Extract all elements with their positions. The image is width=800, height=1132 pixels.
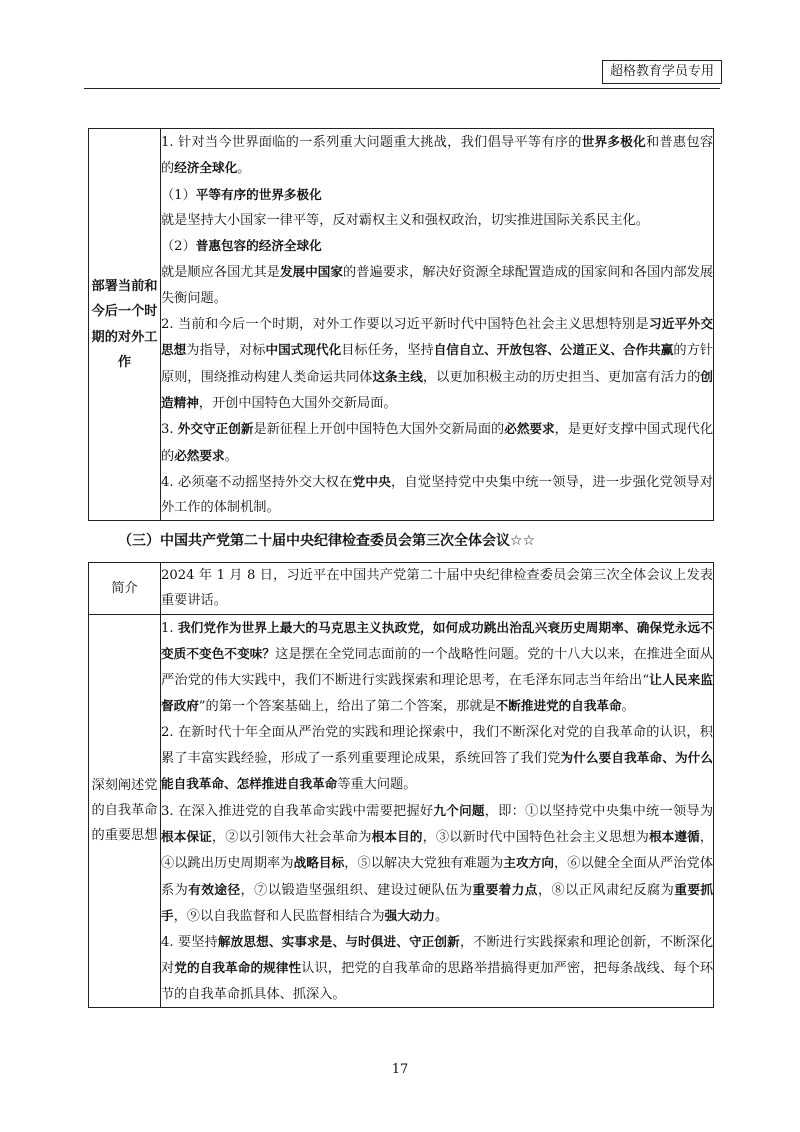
foreign-work-content [161,129,714,521]
body-text: ，④以跳出历史周期率为 [161,829,714,872]
body-text: 和普惠包容的 [161,135,714,177]
bold-text: 经济全球化 [174,160,238,176]
paragraph [161,311,713,416]
body-text: 。 [237,161,251,177]
body-text: ，不断进行实践探索和理论创新，不断深化对 [161,935,714,977]
bold-text: 强大动力 [384,907,435,923]
paragraph [161,798,713,929]
bold-text: 党的自我革命的规律性 [174,960,302,976]
cdic-table [88,562,714,1008]
body-text: 就是顺应各国尤其是 [161,265,280,281]
bold-text: 我们党作为世界上最大的马克思主义执政党，如何成功跳出治乱兴衰历史周期率、确保党永远不变质不变色不变味？ [161,619,714,661]
body-text: 的方针原则，围绕推动构建人类命运共同体 [161,343,714,385]
body-text: 2. 在新时代十年全面从严治党的实践和理论探索中，我们不断深化对党的自我革命的认识，积累了丰富实践经验，形成了一系列重要理论成果，系统回答了我们党 [161,724,713,767]
bold-text: 必然要求 [174,447,225,463]
bold-text: 为什么要自我革命、为什么能自我革命、怎样推进自我革命 [161,750,714,792]
body-text: 。 [621,699,635,715]
body-text: 。 [434,908,449,924]
body-text: ，③以新时代中国特色社会主义思想为 [422,829,649,845]
bold-text: 根本保证 [161,828,212,844]
paragraph [161,129,713,182]
bold-text: 外交守正创新 [177,421,254,437]
self-revolution-label: 深刻阐述党的自我革命的重要思想 [89,614,161,1007]
body-text: ，②以引领伟大社会革命为 [211,829,372,845]
body-text: 4. 必须毫不动摇坚持外交大权在 [161,474,353,490]
paragraph [161,469,713,521]
bold-text: 解放思想、实事求是、与时俱进、守正创新 [217,934,460,950]
self-revolution-content [161,614,714,1007]
bold-text: 战略目标 [293,855,345,871]
body-text: ，⑦以锻造坚强组织、建设过硬队伍为 [240,882,473,898]
body-text: ，自觉坚持党中央集中统一领导，进一步强化党领导对外工作的体制机制。 [161,474,714,516]
bold-text: 平等有序的世界多极化 [195,186,322,202]
body-text: 1. 针对当今世界面临的一系列重大问题重大挑战，我们倡导平等有序的 [161,135,582,150]
foreign-work-label: 部署当前和今后一个时期的对外工作 [89,129,161,521]
body-text: ，⑤以解决大党独有难题为 [344,856,504,872]
paragraph [161,208,713,233]
intro-text: 2024 年 1 月 8 日，习近平在中国共产党第二十届中央纪律检查委员会第三次全体会议上发表重要讲话。 [161,563,714,615]
foreign-work-paragraphs [161,129,713,520]
bold-text: 创造精神 [161,368,714,410]
bold-text: 必然要求 [504,421,555,437]
body-text: 目标任务，坚持 [341,343,434,359]
header-divider [84,88,720,89]
bold-text: 中国式现代化 [265,342,342,358]
body-text: 就是坚持大小国家一律平等，反对霸权主义和强权政治，切实推进国际关系民主化。 [161,212,649,228]
bold-text: 根本目的 [371,828,423,844]
body-text: ，⑧以正风肃纪反腐为 [537,882,675,898]
bold-text: 有效途径 [188,881,241,897]
body-text: 为指导，对标 [186,343,266,359]
body-text: ，⑥以健全全面从严治党体系为 [161,856,714,898]
bold-text: 主攻方向 [503,855,554,871]
paragraph [161,182,713,208]
paragraph [161,416,713,469]
bold-text: 不断推进党的自我革命 [495,698,622,714]
bold-text: 自信自立、开放包容、公道正义、合作共赢 [433,342,674,358]
paragraph [161,233,713,259]
body-text: 3. 在深入推进党的自我革命实践中需要把握好 [161,803,434,819]
body-text: ，⑨以自我监督和人民监督相结合为 [173,908,385,924]
paragraph [161,720,713,798]
paragraph [161,929,713,1007]
body-text: 等重大问题。 [337,777,417,793]
bold-text: 普惠包容的经济全球化 [195,238,322,254]
body-text: ”的第一个答案基础上，给出了第二个答案，那就是 [198,699,496,715]
body-text: 这是摆在全党同志面前的一个战略性问题。党的十八大以来，在推进全面从严治党的伟大实践中，我们不断进行实践探索和理论思考，在毛泽东同志当年给出“ [161,646,714,689]
bold-text: 让人民来监督政府 [161,672,713,714]
body-text: ，是更好支撑中国式现代化的 [161,422,714,464]
paragraph [161,615,713,720]
body-text: 的普遍要求，解决好资源全球配置造成的国家间和各国内部发展失衡问题。 [161,265,714,306]
body-text: 4. 要坚持 [161,935,218,951]
body-text: （2） [161,239,196,255]
body-text: ，以更加积极主动的历史担当、更加富有活力的 [422,369,701,385]
bold-text: 九个问题 [433,802,485,818]
body-text: 2. 当前和今后一个时期，对外工作要以习近平新时代中国特色社会主义思想特别是 [161,317,649,333]
bold-text: 发展中国家 [279,264,344,280]
page-number: 17 [391,1062,409,1077]
bold-text: 这条主线 [372,368,423,384]
bold-text: 世界多极化 [581,134,646,149]
body-text: 1. [161,620,178,636]
body-text: ，开创中国特色大国外交新局面。 [198,395,397,411]
body-text: （1） [161,187,196,203]
bold-text: 党中央 [352,473,392,489]
bold-text: 习近平外交思想 [161,316,713,358]
section-title-cdic: （三）中国共产党第二十届中央纪律检查委员会第三次全体会议☆☆ [118,533,536,549]
body-text: 。 [224,448,238,464]
body-text: 3. [161,422,178,438]
bold-text: 根本遵循 [648,828,700,844]
page-header-tag: 超格教育学员专用 [602,60,722,84]
body-text: ，即：①以坚持党中央集中统一领导为 [484,803,714,819]
bold-text: 重要抓手 [161,881,714,923]
body-text: 认识，把党的自我革命的思路举措搞得更加严密，把每条战线、每个环节的自我革命抓具体、抓深入。 [161,961,714,1002]
body-text: 是新征程上开创中国特色大国外交新局面的 [253,422,505,438]
intro-label: 简介 [89,563,161,615]
self-revolution-paragraphs [161,615,713,1007]
paragraph [161,259,713,311]
bold-text: 重要着力点 [472,881,538,897]
foreign-work-table [88,128,714,521]
